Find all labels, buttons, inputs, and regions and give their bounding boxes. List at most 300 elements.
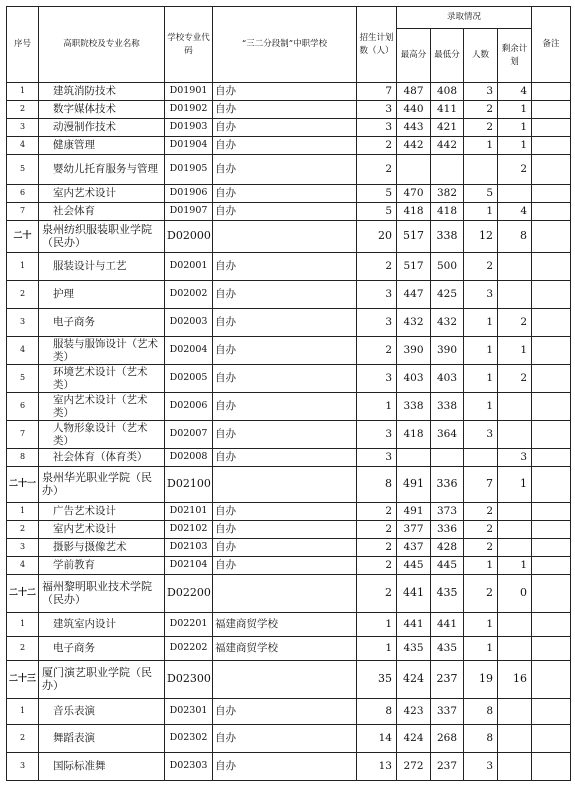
table-row <box>7 155 571 185</box>
row-remain <box>498 539 532 557</box>
row-note <box>532 309 571 337</box>
row-remain <box>498 613 532 637</box>
row-count: 3 <box>464 83 498 101</box>
row-count: 1 <box>464 137 498 155</box>
row-count: 7 <box>464 467 498 503</box>
row-code: D01904 <box>165 137 213 155</box>
row-remain: 8 <box>498 221 532 253</box>
row-seq: 2 <box>7 101 39 119</box>
row-code: D02001 <box>165 253 213 281</box>
header-program: 高职院校及专业名称 <box>39 7 165 83</box>
row-plan: 3 <box>357 281 397 309</box>
row-remain: 4 <box>498 203 532 221</box>
row-note <box>532 155 571 185</box>
row-partner: 自办 <box>213 155 357 185</box>
row-seq: 4 <box>7 557 39 575</box>
row-program-name: 社会体育（体育类） <box>39 449 165 467</box>
row-low: 390 <box>431 337 464 365</box>
table-row <box>7 83 571 101</box>
row-partner <box>213 575 357 613</box>
row-low: 268 <box>431 725 464 753</box>
row-seq: 二十二 <box>7 575 39 613</box>
header-plan: 招生计划数（人） <box>357 7 397 83</box>
row-partner: 自办 <box>213 421 357 449</box>
row-remain <box>498 699 532 725</box>
row-low: 425 <box>431 281 464 309</box>
row-partner: 自办 <box>213 137 357 155</box>
row-plan: 2 <box>357 503 397 521</box>
row-note <box>532 725 571 753</box>
row-remain: 2 <box>498 309 532 337</box>
row-count: 1 <box>464 613 498 637</box>
admission-table <box>6 6 571 781</box>
row-high: 443 <box>397 119 431 137</box>
row-remain: 1 <box>498 557 532 575</box>
row-low <box>431 155 464 185</box>
row-note <box>532 281 571 309</box>
header-high: 最高分 <box>397 29 431 83</box>
table-row <box>7 699 571 725</box>
table-row <box>7 503 571 521</box>
row-code: D02003 <box>165 309 213 337</box>
row-low: 432 <box>431 309 464 337</box>
row-partner <box>213 661 357 699</box>
admission-table-container <box>6 6 571 781</box>
row-seq: 6 <box>7 393 39 421</box>
table-body <box>7 83 571 781</box>
row-program-name: 厦门演艺职业学院（民办） <box>39 661 165 699</box>
row-code: D02002 <box>165 281 213 309</box>
row-partner: 自办 <box>213 309 357 337</box>
row-partner: 自办 <box>213 365 357 393</box>
row-plan: 2 <box>357 337 397 365</box>
row-code: D02300 <box>165 661 213 699</box>
table-row <box>7 753 571 781</box>
row-note <box>532 393 571 421</box>
row-note <box>532 337 571 365</box>
row-low: 403 <box>431 365 464 393</box>
row-high: 418 <box>397 421 431 449</box>
row-seq: 7 <box>7 203 39 221</box>
row-note <box>532 83 571 101</box>
row-code: D02201 <box>165 613 213 637</box>
row-high <box>397 449 431 467</box>
row-seq: 3 <box>7 539 39 557</box>
row-high: 442 <box>397 137 431 155</box>
row-high: 403 <box>397 365 431 393</box>
row-seq: 2 <box>7 725 39 753</box>
row-code: D02202 <box>165 637 213 661</box>
row-program-name: 学前教育 <box>39 557 165 575</box>
row-code: D02100 <box>165 467 213 503</box>
row-partner: 自办 <box>213 185 357 203</box>
row-high: 437 <box>397 539 431 557</box>
school-row <box>7 661 571 699</box>
row-partner: 自办 <box>213 521 357 539</box>
table-row <box>7 337 571 365</box>
row-code: D02000 <box>165 221 213 253</box>
row-plan: 2 <box>357 521 397 539</box>
row-partner: 自办 <box>213 449 357 467</box>
row-note <box>532 575 571 613</box>
row-high <box>397 155 431 185</box>
row-seq: 4 <box>7 137 39 155</box>
row-plan: 5 <box>357 185 397 203</box>
row-note <box>532 467 571 503</box>
row-seq: 6 <box>7 185 39 203</box>
row-high: 441 <box>397 575 431 613</box>
row-remain: 1 <box>498 119 532 137</box>
row-partner: 自办 <box>213 101 357 119</box>
row-partner <box>213 467 357 503</box>
row-count: 2 <box>464 503 498 521</box>
row-remain: 2 <box>498 155 532 185</box>
row-count: 1 <box>464 309 498 337</box>
row-high: 435 <box>397 637 431 661</box>
row-plan: 1 <box>357 613 397 637</box>
row-note <box>532 637 571 661</box>
table-row <box>7 521 571 539</box>
row-program-name: 电子商务 <box>39 637 165 661</box>
table-row <box>7 557 571 575</box>
row-count: 2 <box>464 521 498 539</box>
table-row <box>7 539 571 557</box>
row-plan: 1 <box>357 393 397 421</box>
row-plan: 3 <box>357 421 397 449</box>
row-seq: 二十三 <box>7 661 39 699</box>
row-plan: 7 <box>357 83 397 101</box>
row-program-name: 建筑室内设计 <box>39 613 165 637</box>
row-high: 338 <box>397 393 431 421</box>
row-plan: 14 <box>357 725 397 753</box>
row-high: 491 <box>397 467 431 503</box>
row-seq: 1 <box>7 699 39 725</box>
row-partner: 自办 <box>213 393 357 421</box>
row-low: 500 <box>431 253 464 281</box>
row-count: 1 <box>464 365 498 393</box>
table-row <box>7 613 571 637</box>
row-count: 2 <box>464 119 498 137</box>
row-note <box>532 521 571 539</box>
row-plan: 35 <box>357 661 397 699</box>
row-seq: 7 <box>7 421 39 449</box>
row-low: 418 <box>431 203 464 221</box>
row-seq: 二十 <box>7 221 39 253</box>
row-code: D01907 <box>165 203 213 221</box>
row-code: D02303 <box>165 753 213 781</box>
row-code: D02301 <box>165 699 213 725</box>
row-remain: 1 <box>498 337 532 365</box>
row-remain <box>498 637 532 661</box>
row-remain <box>498 753 532 781</box>
row-low: 336 <box>431 467 464 503</box>
row-program-name: 人物形象设计（艺术类） <box>39 421 165 449</box>
row-note <box>532 119 571 137</box>
row-plan: 3 <box>357 119 397 137</box>
row-high: 487 <box>397 83 431 101</box>
row-high: 418 <box>397 203 431 221</box>
table-row <box>7 725 571 753</box>
row-high: 377 <box>397 521 431 539</box>
row-program-name: 泉州华光职业学院（民办） <box>39 467 165 503</box>
row-low: 237 <box>431 661 464 699</box>
row-plan: 2 <box>357 575 397 613</box>
row-count: 8 <box>464 725 498 753</box>
row-count: 12 <box>464 221 498 253</box>
row-program-name: 福州黎明职业技术学院（民办） <box>39 575 165 613</box>
row-plan: 5 <box>357 203 397 221</box>
row-code: D01905 <box>165 155 213 185</box>
table-row <box>7 309 571 337</box>
table-row <box>7 203 571 221</box>
row-high: 447 <box>397 281 431 309</box>
row-low: 336 <box>431 521 464 539</box>
row-note <box>532 449 571 467</box>
row-code: D01902 <box>165 101 213 119</box>
row-high: 441 <box>397 613 431 637</box>
row-count: 1 <box>464 637 498 661</box>
row-remain <box>498 253 532 281</box>
table-row <box>7 421 571 449</box>
row-seq: 2 <box>7 521 39 539</box>
row-high: 424 <box>397 725 431 753</box>
row-count: 2 <box>464 101 498 119</box>
school-row <box>7 221 571 253</box>
row-plan: 8 <box>357 699 397 725</box>
row-low: 338 <box>431 393 464 421</box>
row-remain <box>498 725 532 753</box>
row-program-name: 电子商务 <box>39 309 165 337</box>
row-seq: 1 <box>7 253 39 281</box>
row-plan: 3 <box>357 309 397 337</box>
row-note <box>532 699 571 725</box>
row-high: 423 <box>397 699 431 725</box>
row-partner: 自办 <box>213 203 357 221</box>
row-seq: 1 <box>7 613 39 637</box>
row-remain <box>498 393 532 421</box>
row-count <box>464 155 498 185</box>
table-row <box>7 185 571 203</box>
row-note <box>532 539 571 557</box>
header-note: 备注 <box>532 7 571 83</box>
row-seq: 5 <box>7 155 39 185</box>
row-note <box>532 753 571 781</box>
row-partner: 自办 <box>213 557 357 575</box>
row-count: 3 <box>464 421 498 449</box>
row-count: 8 <box>464 699 498 725</box>
row-low: 435 <box>431 575 464 613</box>
table-row <box>7 281 571 309</box>
row-remain: 3 <box>498 449 532 467</box>
table-row <box>7 393 571 421</box>
row-low: 411 <box>431 101 464 119</box>
table-row <box>7 119 571 137</box>
row-count: 19 <box>464 661 498 699</box>
row-high: 272 <box>397 753 431 781</box>
row-plan: 2 <box>357 253 397 281</box>
row-seq: 3 <box>7 753 39 781</box>
row-remain: 0 <box>498 575 532 613</box>
header-partner: “三二分段制”中职学校 <box>213 7 357 83</box>
row-seq: 二十一 <box>7 467 39 503</box>
row-plan: 3 <box>357 449 397 467</box>
row-plan: 13 <box>357 753 397 781</box>
row-code: D01903 <box>165 119 213 137</box>
row-note <box>532 101 571 119</box>
row-code: D02103 <box>165 539 213 557</box>
row-partner: 自办 <box>213 539 357 557</box>
table-header <box>7 7 571 83</box>
row-code: D02104 <box>165 557 213 575</box>
row-partner: 自办 <box>213 699 357 725</box>
row-count: 2 <box>464 539 498 557</box>
row-plan: 2 <box>357 557 397 575</box>
row-remain: 2 <box>498 365 532 393</box>
row-program-name: 国际标准舞 <box>39 753 165 781</box>
row-program-name: 婴幼儿托育服务与管理 <box>39 155 165 185</box>
table-row <box>7 137 571 155</box>
row-low: 338 <box>431 221 464 253</box>
header-low: 最低分 <box>431 29 464 83</box>
row-count <box>464 449 498 467</box>
row-note <box>532 661 571 699</box>
row-partner <box>213 221 357 253</box>
row-program-name: 社会体育 <box>39 203 165 221</box>
header-code: 学校专业代码 <box>165 7 213 83</box>
row-plan: 3 <box>357 365 397 393</box>
header-remain: 剩余计划 <box>498 29 532 83</box>
row-program-name: 摄影与摄像艺术 <box>39 539 165 557</box>
row-partner: 自办 <box>213 503 357 521</box>
row-note <box>532 557 571 575</box>
table-row <box>7 253 571 281</box>
row-partner: 自办 <box>213 119 357 137</box>
row-count: 1 <box>464 393 498 421</box>
row-partner: 自办 <box>213 253 357 281</box>
row-code: D02102 <box>165 521 213 539</box>
row-low: 442 <box>431 137 464 155</box>
row-note <box>532 203 571 221</box>
row-plan: 2 <box>357 137 397 155</box>
row-remain: 4 <box>498 83 532 101</box>
row-high: 390 <box>397 337 431 365</box>
row-low: 441 <box>431 613 464 637</box>
header-seq: 序号 <box>7 7 39 83</box>
row-count: 1 <box>464 337 498 365</box>
row-low: 428 <box>431 539 464 557</box>
row-seq: 3 <box>7 309 39 337</box>
row-remain <box>498 185 532 203</box>
row-low: 435 <box>431 637 464 661</box>
row-remain <box>498 503 532 521</box>
row-high: 445 <box>397 557 431 575</box>
row-program-name: 舞蹈表演 <box>39 725 165 753</box>
row-seq: 4 <box>7 337 39 365</box>
row-seq: 2 <box>7 281 39 309</box>
row-plan: 2 <box>357 539 397 557</box>
row-note <box>532 253 571 281</box>
row-program-name: 广告艺术设计 <box>39 503 165 521</box>
row-count: 3 <box>464 753 498 781</box>
row-high: 440 <box>397 101 431 119</box>
row-seq: 3 <box>7 119 39 137</box>
row-partner: 福建商贸学校 <box>213 637 357 661</box>
row-remain: 1 <box>498 467 532 503</box>
row-program-name: 建筑消防技术 <box>39 83 165 101</box>
row-remain: 1 <box>498 101 532 119</box>
row-partner: 自办 <box>213 753 357 781</box>
table-row <box>7 365 571 393</box>
row-code: D02200 <box>165 575 213 613</box>
row-note <box>532 421 571 449</box>
row-partner: 自办 <box>213 337 357 365</box>
row-low: 382 <box>431 185 464 203</box>
row-high: 424 <box>397 661 431 699</box>
row-program-name: 室内艺术设计 <box>39 185 165 203</box>
row-partner: 自办 <box>213 83 357 101</box>
row-code: D01906 <box>165 185 213 203</box>
row-low: 373 <box>431 503 464 521</box>
row-program-name: 室内艺术设计 <box>39 521 165 539</box>
table-row <box>7 101 571 119</box>
row-count: 2 <box>464 253 498 281</box>
row-plan: 3 <box>357 101 397 119</box>
row-program-name: 护理 <box>39 281 165 309</box>
row-low: 421 <box>431 119 464 137</box>
school-row <box>7 467 571 503</box>
row-low: 445 <box>431 557 464 575</box>
row-note <box>532 185 571 203</box>
row-code: D02007 <box>165 421 213 449</box>
row-program-name: 室内艺术设计（艺术类） <box>39 393 165 421</box>
row-seq: 2 <box>7 637 39 661</box>
row-code: D02008 <box>165 449 213 467</box>
row-program-name: 动漫制作技术 <box>39 119 165 137</box>
row-seq: 5 <box>7 365 39 393</box>
row-high: 491 <box>397 503 431 521</box>
row-code: D02101 <box>165 503 213 521</box>
row-note <box>532 365 571 393</box>
row-note <box>532 503 571 521</box>
row-seq: 8 <box>7 449 39 467</box>
row-remain <box>498 521 532 539</box>
row-code: D02006 <box>165 393 213 421</box>
table-row <box>7 637 571 661</box>
row-high: 517 <box>397 221 431 253</box>
row-high: 432 <box>397 309 431 337</box>
row-low: 364 <box>431 421 464 449</box>
row-seq: 1 <box>7 83 39 101</box>
row-program-name: 服装与服饰设计（艺术类） <box>39 337 165 365</box>
row-code: D02005 <box>165 365 213 393</box>
row-code: D02302 <box>165 725 213 753</box>
row-count: 3 <box>464 281 498 309</box>
row-note <box>532 613 571 637</box>
row-high: 517 <box>397 253 431 281</box>
row-low: 337 <box>431 699 464 725</box>
header-count: 人数 <box>464 29 498 83</box>
row-program-name: 环境艺术设计（艺术类） <box>39 365 165 393</box>
row-program-name: 音乐表演 <box>39 699 165 725</box>
row-program-name: 泉州纺织服装职业学院（民办） <box>39 221 165 253</box>
row-plan: 20 <box>357 221 397 253</box>
row-seq: 1 <box>7 503 39 521</box>
row-low: 408 <box>431 83 464 101</box>
row-code: D01901 <box>165 83 213 101</box>
table-row <box>7 449 571 467</box>
row-partner: 自办 <box>213 281 357 309</box>
row-count: 2 <box>464 575 498 613</box>
